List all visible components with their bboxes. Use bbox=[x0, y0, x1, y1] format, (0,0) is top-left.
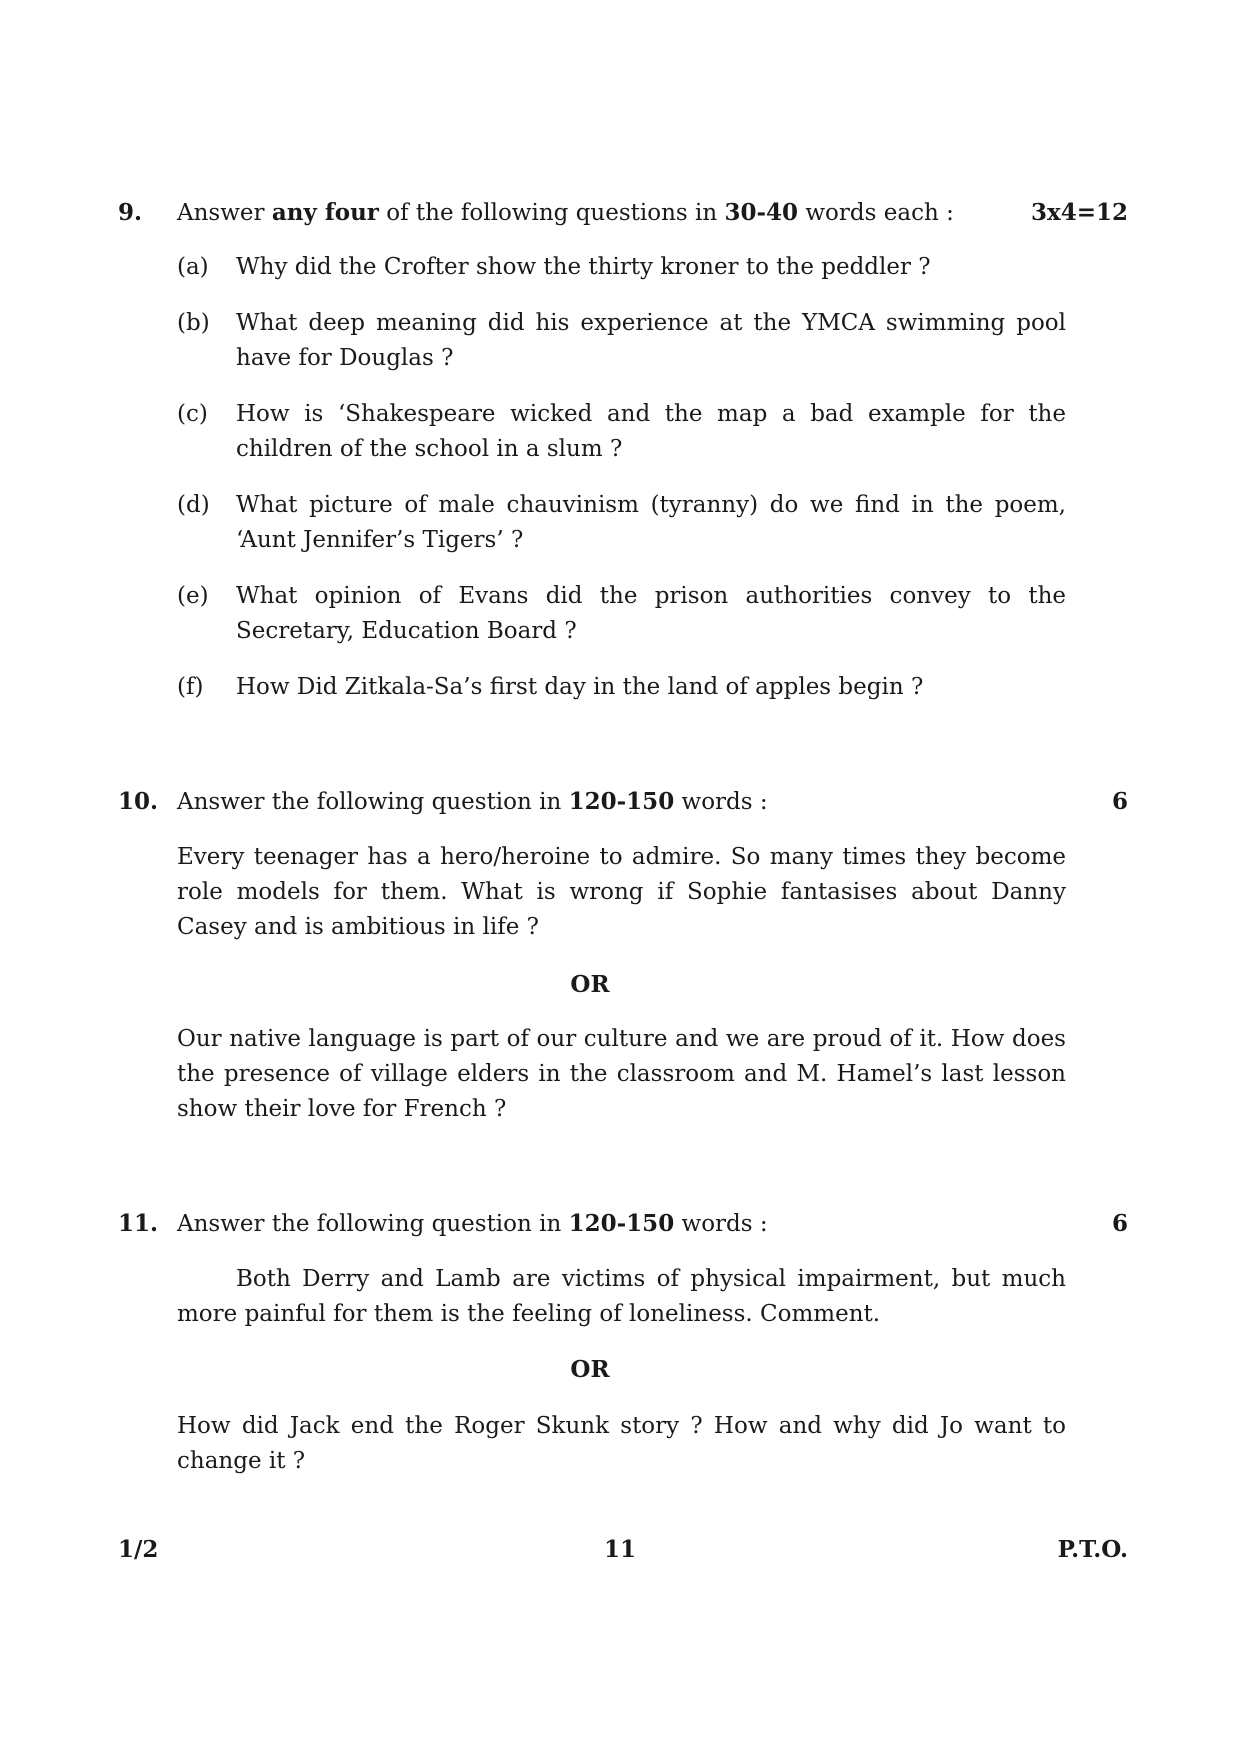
question-prompt: Answer the following question in 120-150 words : bbox=[177, 1210, 768, 1237]
or-divider: OR bbox=[570, 971, 610, 998]
question-prompt: Answer the following question in 120-150 words : bbox=[177, 788, 768, 815]
question-marks: 6 bbox=[1111, 788, 1128, 815]
sub-question-text: What opinion of Evans did the prison authorities convey to the Secretary, Education Board ? bbox=[236, 583, 1066, 644]
sub-question-text: What deep meaning did his experience at the YMCA swimming pool have for Douglas ? bbox=[236, 310, 1066, 371]
sub-question-label: (f) bbox=[177, 674, 204, 700]
sub-question-label: (c) bbox=[177, 401, 208, 427]
sub-question-text: Why did the Crofter show the thirty kroner to the peddler ? bbox=[236, 254, 931, 280]
question-marks: 3x4=12 bbox=[1031, 199, 1128, 226]
sub-question-label: (b) bbox=[177, 310, 210, 336]
sub-question-text: What picture of male chauvinism (tyranny) do we find in the poem, ‘Aunt Jennifer’s Tigers’ ? bbox=[236, 492, 1066, 553]
sub-question-text: How Did Zitkala-Sa’s first day in the land of apples begin ? bbox=[236, 674, 924, 700]
sub-question-text: How is ‘Shakespeare wicked and the map a bad example for the children of the school in a slum ? bbox=[236, 401, 1066, 462]
question-number: 11. bbox=[118, 1210, 159, 1237]
question-prompt: Answer any four of the following questions in 30-40 words each : bbox=[177, 199, 954, 226]
question-marks: 6 bbox=[1111, 1210, 1128, 1237]
footer-code: 1/2 bbox=[118, 1536, 159, 1563]
sub-question-label: (e) bbox=[177, 583, 209, 609]
sub-question-label: (a) bbox=[177, 254, 209, 280]
page-number: 11 bbox=[603, 1536, 636, 1563]
sub-question-label: (d) bbox=[177, 492, 210, 518]
footer-pto: P.T.O. bbox=[1057, 1536, 1128, 1563]
question-option-1: Every teenager has a hero/heroine to admire. So many times they become role models for them. What is wrong if Sophie fantasises about Danny Casey and is ambitious in life ? bbox=[177, 844, 1066, 940]
question-number: 9. bbox=[118, 199, 143, 226]
question-number: 10. bbox=[118, 788, 159, 815]
question-option-1: Both Derry and Lamb are victims of physical impairment, but much more painful for them is the feeling of loneliness. Comment. bbox=[177, 1266, 1066, 1327]
question-option-2: How did Jack end the Roger Skunk story ? How and why did Jo want to change it ? bbox=[177, 1413, 1066, 1474]
question-option-2: Our native language is part of our culture and we are proud of it. How does the presence of village elders in the classroom and M. Hamel’s last lesson show their love for French ? bbox=[177, 1026, 1066, 1122]
or-divider: OR bbox=[570, 1356, 610, 1383]
